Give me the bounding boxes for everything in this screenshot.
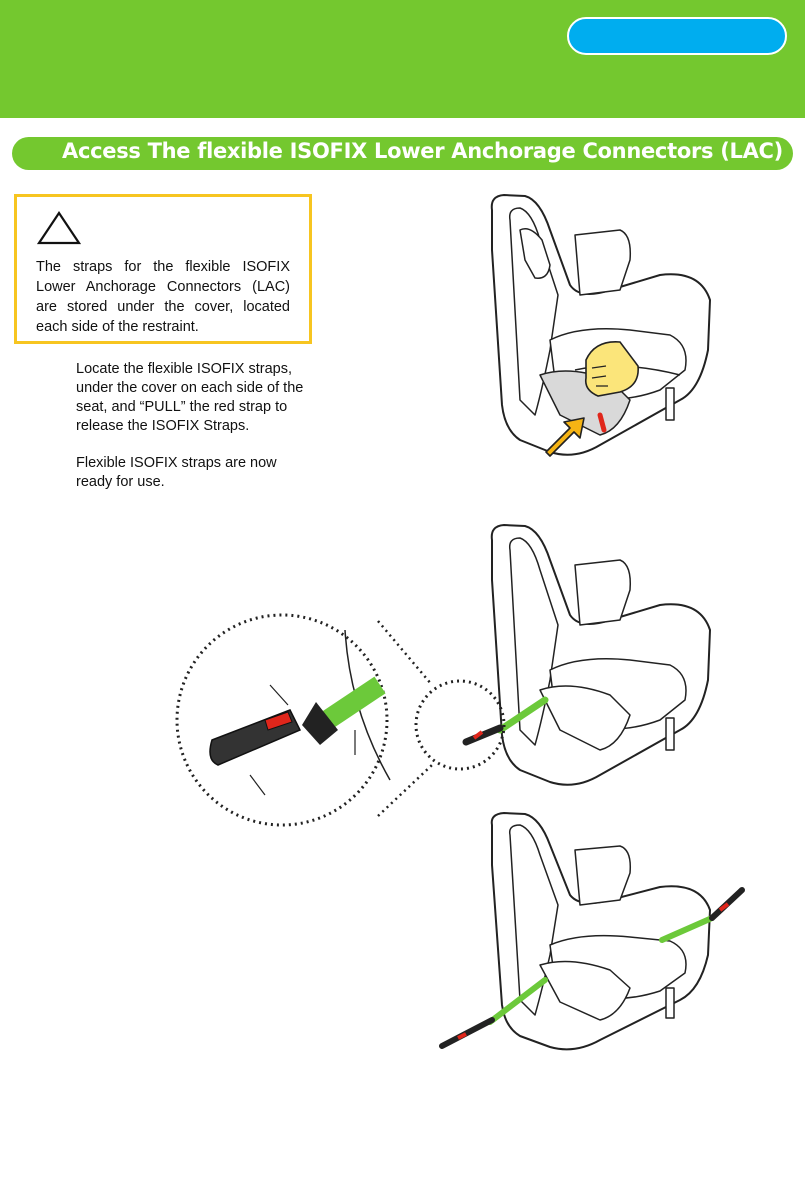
magnifier-circle-icon xyxy=(416,681,504,769)
instruction-step-1: Locate the flexible ISOFIX straps, under the cover on each side of the seat, and “PULL” the red strap to release the ISOFIX Straps. xyxy=(76,361,304,434)
seat-with-both-connectors-figure xyxy=(430,810,750,1070)
warning-text: The straps for the flexible ISOFIX Lower Anchorage Connectors (LAC) are stored under the cover, located each side of the restraint. xyxy=(36,259,290,335)
section-title: Access The flexible ISOFIX Lower Anchorage Connectors (LAC) xyxy=(62,139,783,163)
warning-box xyxy=(14,194,312,344)
header-pill xyxy=(567,17,787,55)
instructions xyxy=(76,360,316,510)
seat-with-magnified-connector-figure xyxy=(170,520,730,820)
instruction-step-2: Flexible ISOFIX straps are now ready for use. xyxy=(76,455,277,490)
seat-with-hand-pull-figure xyxy=(480,190,730,470)
warning-triangle-icon xyxy=(37,211,81,245)
